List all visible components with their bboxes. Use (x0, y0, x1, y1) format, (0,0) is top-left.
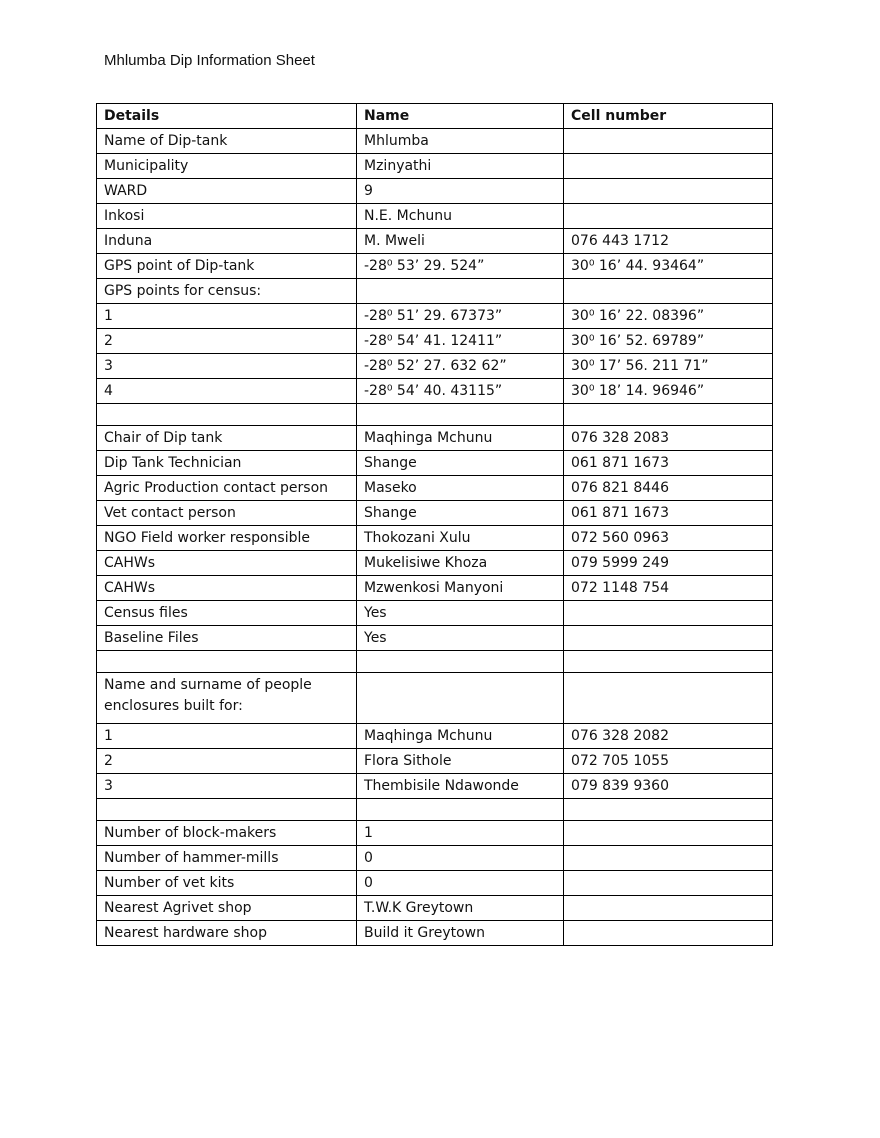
details-cell: NGO Field worker responsible (97, 526, 357, 551)
table-row (97, 601, 773, 626)
name-cell: -28⁰ 53’ 29. 524” (357, 254, 564, 279)
table-row (97, 354, 773, 379)
table-row (97, 871, 773, 896)
table-row (97, 129, 773, 154)
cell-number-cell: 30⁰ 17’ 56. 211 71” (564, 354, 773, 379)
name-cell: -28⁰ 54’ 41. 12411” (357, 329, 564, 354)
table-row (97, 204, 773, 229)
name-cell: -28⁰ 51’ 29. 67373” (357, 304, 564, 329)
cell-number-cell (564, 846, 773, 871)
table-header-row (97, 104, 773, 129)
details-cell (97, 799, 357, 821)
table-row (97, 279, 773, 304)
details-cell: Number of block-makers (97, 821, 357, 846)
details-cell: CAHWs (97, 576, 357, 601)
table-row (97, 724, 773, 749)
cell-number-cell: 076 328 2083 (564, 426, 773, 451)
table-row (97, 404, 773, 426)
details-cell: 1 (97, 724, 357, 749)
name-cell: Maseko (357, 476, 564, 501)
table-row (97, 526, 773, 551)
name-cell: 0 (357, 871, 564, 896)
details-cell: 2 (97, 749, 357, 774)
name-cell: Build it Greytown (357, 921, 564, 946)
details-cell: GPS points for census: (97, 279, 357, 304)
dip-information-table (96, 103, 773, 946)
cell-number-cell (564, 799, 773, 821)
cell-number-cell: 072 1148 754 (564, 576, 773, 601)
name-cell: Yes (357, 601, 564, 626)
table-row (97, 821, 773, 846)
cell-number-cell (564, 651, 773, 673)
name-cell: 9 (357, 179, 564, 204)
details-cell: 3 (97, 774, 357, 799)
table-row (97, 501, 773, 526)
name-cell (357, 651, 564, 673)
table-row (97, 154, 773, 179)
table-row (97, 799, 773, 821)
details-cell: 1 (97, 304, 357, 329)
details-cell: 2 (97, 329, 357, 354)
cell-number-cell: 30⁰ 16’ 44. 93464” (564, 254, 773, 279)
name-cell: 1 (357, 821, 564, 846)
name-cell: Maqhinga Mchunu (357, 426, 564, 451)
name-cell: Shange (357, 451, 564, 476)
details-cell: Nearest Agrivet shop (97, 896, 357, 921)
table-body (97, 129, 773, 946)
header-name: Name (357, 104, 564, 129)
details-cell: CAHWs (97, 551, 357, 576)
details-cell: Dip Tank Technician (97, 451, 357, 476)
details-cell: Number of vet kits (97, 871, 357, 896)
cell-number-cell (564, 896, 773, 921)
cell-number-cell (564, 154, 773, 179)
page-title: Mhlumba Dip Information Sheet (104, 52, 315, 69)
details-cell: 4 (97, 379, 357, 404)
cell-number-cell: 076 443 1712 (564, 229, 773, 254)
name-cell: M. Mweli (357, 229, 564, 254)
name-cell: -28⁰ 52’ 27. 632 62” (357, 354, 564, 379)
details-cell: Number of hammer-mills (97, 846, 357, 871)
table-row (97, 379, 773, 404)
name-cell: Shange (357, 501, 564, 526)
table-row (97, 476, 773, 501)
details-cell: Name and surname of people enclosures built for: (97, 673, 357, 724)
cell-number-cell (564, 279, 773, 304)
cell-number-cell: 072 705 1055 (564, 749, 773, 774)
details-cell: 3 (97, 354, 357, 379)
table-row (97, 673, 773, 724)
table-row (97, 304, 773, 329)
table-row (97, 749, 773, 774)
name-cell: -28⁰ 54’ 40. 43115” (357, 379, 564, 404)
details-cell: Nearest hardware shop (97, 921, 357, 946)
cell-number-cell: 30⁰ 16’ 52. 69789” (564, 329, 773, 354)
name-cell: Mhlumba (357, 129, 564, 154)
details-cell (97, 404, 357, 426)
details-cell: GPS point of Dip-tank (97, 254, 357, 279)
name-cell: 0 (357, 846, 564, 871)
details-cell: Inkosi (97, 204, 357, 229)
name-cell: T.W.K Greytown (357, 896, 564, 921)
details-cell: Vet contact person (97, 501, 357, 526)
details-cell: Agric Production contact person (97, 476, 357, 501)
cell-number-cell (564, 129, 773, 154)
name-cell: Yes (357, 626, 564, 651)
cell-number-cell: 076 821 8446 (564, 476, 773, 501)
table-row (97, 426, 773, 451)
name-cell (357, 799, 564, 821)
cell-number-cell: 30⁰ 16’ 22. 08396” (564, 304, 773, 329)
table-row (97, 179, 773, 204)
table-row (97, 846, 773, 871)
table-row (97, 921, 773, 946)
table-row (97, 576, 773, 601)
cell-number-cell (564, 921, 773, 946)
cell-number-cell (564, 673, 773, 724)
details-cell: Name of Dip-tank (97, 129, 357, 154)
cell-number-cell: 061 871 1673 (564, 501, 773, 526)
name-cell: Flora Sithole (357, 749, 564, 774)
cell-number-cell: 061 871 1673 (564, 451, 773, 476)
cell-number-cell (564, 404, 773, 426)
cell-number-cell (564, 204, 773, 229)
table-row (97, 451, 773, 476)
name-cell: Thokozani Xulu (357, 526, 564, 551)
name-cell (357, 279, 564, 304)
name-cell: Mzinyathi (357, 154, 564, 179)
table-row (97, 329, 773, 354)
cell-number-cell: 30⁰ 18’ 14. 96946” (564, 379, 773, 404)
details-cell: Chair of Dip tank (97, 426, 357, 451)
cell-number-cell: 072 560 0963 (564, 526, 773, 551)
name-cell: Thembisile Ndawonde (357, 774, 564, 799)
details-cell: Baseline Files (97, 626, 357, 651)
details-cell: WARD (97, 179, 357, 204)
table-row (97, 626, 773, 651)
table-row (97, 896, 773, 921)
cell-number-cell (564, 626, 773, 651)
table-row (97, 551, 773, 576)
name-cell (357, 404, 564, 426)
cell-number-cell (564, 821, 773, 846)
table-row (97, 651, 773, 673)
table-row (97, 254, 773, 279)
table-row (97, 774, 773, 799)
header-details: Details (97, 104, 357, 129)
name-cell (357, 673, 564, 724)
name-cell: N.E. Mchunu (357, 204, 564, 229)
details-cell: Induna (97, 229, 357, 254)
details-cell (97, 651, 357, 673)
name-cell: Mukelisiwe Khoza (357, 551, 564, 576)
cell-number-cell: 076 328 2082 (564, 724, 773, 749)
header-cell-number: Cell number (564, 104, 773, 129)
details-cell: Municipality (97, 154, 357, 179)
cell-number-cell: 079 839 9360 (564, 774, 773, 799)
table-row (97, 229, 773, 254)
name-cell: Mzwenkosi Manyoni (357, 576, 564, 601)
cell-number-cell: 079 5999 249 (564, 551, 773, 576)
details-cell: Census files (97, 601, 357, 626)
cell-number-cell (564, 179, 773, 204)
cell-number-cell (564, 601, 773, 626)
name-cell: Maqhinga Mchunu (357, 724, 564, 749)
cell-number-cell (564, 871, 773, 896)
